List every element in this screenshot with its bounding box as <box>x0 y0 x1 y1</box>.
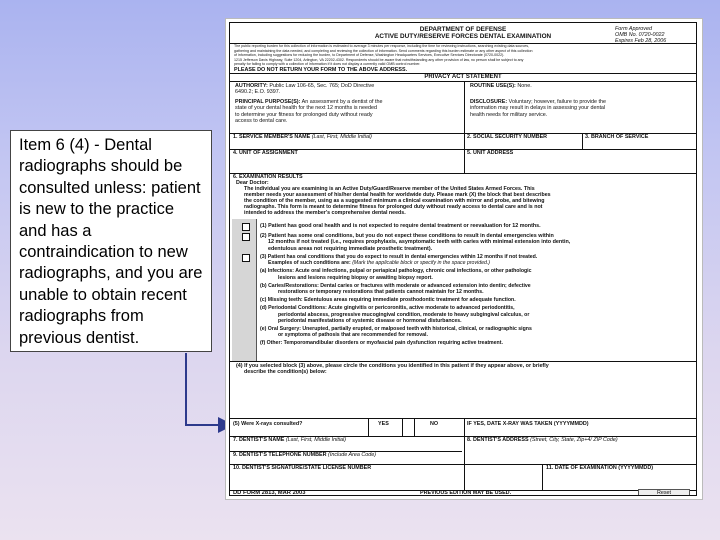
option-2-checkbox[interactable] <box>242 233 250 241</box>
dear-doctor: Dear Doctor: <box>236 180 269 186</box>
purpose-block: PRINCIPAL PURPOSE(S): An assessment by a dentist of the state of your dental health for the next 12 months is needed to determine your fitness for prolonged duty without ready access to dental care. <box>235 99 383 125</box>
option-1-text: (1) Patient has good oral health and is not expected to require dental treatment or reevaluation for 12 months. <box>260 223 541 229</box>
field-dentist-name[interactable]: 7. DENTIST'S NAME (Last, First, Middle Initial) <box>233 437 347 443</box>
cond-periodontal[interactable]: (d) Periodontal Conditions: Acute gingivitis or pericoronitis, active moderate to advanced periodontitis, <box>260 305 515 312</box>
do-not-return: PLEASE DO NOT RETURN YOUR FORM TO THE ABOVE ADDRESS. <box>234 67 408 73</box>
field-branch[interactable]: 3. BRANCH OF SERVICE <box>585 134 649 140</box>
reset-button[interactable]: Reset <box>638 489 690 496</box>
cond-missing-teeth[interactable]: (c) Missing teeth: Edentulous areas requiring immediate prosthodontic treatment for adequate function. <box>260 297 516 304</box>
field-unit-assignment[interactable]: 4. UNIT OF ASSIGNMENT <box>233 150 298 156</box>
form-dept: DEPARTMENT OF DEFENSE <box>419 26 507 33</box>
privacy-title: PRIVACY ACT STATEMENT <box>424 74 502 80</box>
cond-other[interactable]: (f) Other: Temporomandibular disorders or myofascial pain dysfunction requiring active treatment. <box>260 340 503 347</box>
form-title: ACTIVE DUTY/RESERVE FORCES DENTAL EXAMINATION <box>374 33 552 40</box>
field-ssn[interactable]: 2. SOCIAL SECURITY NUMBER <box>467 134 548 140</box>
field-dentist-signature[interactable]: 10. DENTIST'S SIGNATURE/STATE LICENSE NUMBER <box>233 465 372 471</box>
callout-text: Item 6 (4) - Dental radiographs should be consulted unless: patient is new to the practice and has a contraindication to new radiographs, and you are unable to obtain recent radiographs from previous dentist. <box>19 136 203 347</box>
dental-exam-form <box>229 22 697 496</box>
field-exam-date[interactable]: 11. DATE OF EXAMINATION (YYYYMMDD) <box>546 465 654 471</box>
xray-no[interactable]: NO <box>430 421 439 427</box>
field-unit-address[interactable]: 5. UNIT ADDRESS <box>467 150 514 156</box>
option-2-text: (2) Patient has some oral conditions, but you do not expect these conditions to result in dental emergencies within 12 months if not treated (i.e., requires prophylaxis, asymptomatic teeth with caries with minimal extension into dentin, edentulous areas not requiring immediate prosthetic treatment). <box>260 233 571 252</box>
option-3-text: (3) Patient has oral conditions that you do expect to result in dental emergencies within 12 months if not treated. Examples of such conditions are: (Mark the applicable block or specify in the space provided.) (a) Infections: Acute oral infections, pulpal or periapical pathology, chronic oral infections, or other pathologic lesions and lesions requiring biopsy or awaiting biopsy report. (b) Caries/Restorations: Dental caries or fractures with moderate or advanced extension into dentin; defective restorations or temporary restorations that patients cannot maintain for 12 months. (c) Missing teeth: Edentulous areas requiring immediate prosthodontic treatment for adequate function. (d) Periodontal Conditions: Acute gingivitis or pericoronitis, active moderate to advanced periodontitis, periodontal abscess, progressive mucogingival condition, moderate to heavy subgingival calculus, or periodontal manifestations of systemic disease or hormonal disturbances. (e) Oral Surgery: Unerupted, partially erupted, or malposed teeth with historical, clinical, or radiographic signs or symptoms of pathosis that are recommended for removal. (f) Other: Temporomandibular disorders or myofascial pain dysfunction requiring active treatment. <box>260 254 538 347</box>
disclosure-block: DISCLOSURE: Voluntary; however, failure to provide the information may result in delays in assessing your dental health needs for military service. <box>470 99 607 118</box>
xray-date-field[interactable]: IF YES, DATE X-RAY WAS TAKEN (YYYYMMDD) <box>467 421 589 427</box>
exam-results-label: 6. EXAMINATION RESULTS <box>233 174 303 180</box>
xray-question: (5) Were X-rays consulted? <box>233 421 303 427</box>
callout-box <box>10 130 212 352</box>
option-4-text: (4) If you selected block (3) above, please circle the conditions you identified in this patient if they appear above, or briefly describe the condition(s) below: <box>236 363 549 376</box>
footer-form-number: DD FORM 2813, MAR 2003 <box>233 490 306 496</box>
option-4-description-area[interactable] <box>236 379 692 413</box>
burden-statement: The public reporting burden for this collection of information is estimated to average 3 minutes per response, including the time for reviewing instructions, searching existing data sources, gathering and maintaining the data needed, and completing and reviewing the collection of information. Send comments regarding this burden estimate or any other aspect of this collection of information, including suggestions for reducing the burden, to Department of Defense, Washington Headquarters Services, Executive Services Directorate (0720-0022). 1215 Jefferson Davis Highway, Suite 1204, Arlington, VA 22202-4302. Respondents should be aware that notwithstanding any other provision of law, no person shall be subject to any penalty for failing to comply with a collection of information if it does not display a currently valid OMB control number. <box>234 44 533 66</box>
authority-block: AUTHORITY: Public Law 106-65, Sec. 765; DoD Directive 6490.2; E.O. 9397. <box>235 83 375 96</box>
field-service-member-name[interactable]: 1. SERVICE MEMBER'S NAME (Last, First, Middle Initial) <box>233 134 372 140</box>
field-dentist-phone[interactable]: 9. DENTIST'S TELEPHONE NUMBER (Include Area Code) <box>233 452 377 458</box>
cond-infections[interactable]: (a) Infections: Acute oral infections, pulpal or periapical pathology, chronic oral infections, or other pathologic <box>260 268 532 275</box>
cond-caries[interactable]: (b) Caries/Restorations: Dental caries or fractures with moderate or advanced extension into dentin; defective <box>260 282 531 289</box>
exam-intro: The individual you are examining is an Active Duty/Guard/Reserve member of the United States Armed Forces. This member needs your assessment of his/her dental health for worldwide duty. Please mark (X) the block that best describes the condition of the member, using as a suggested minimum a clinical examination with mirror and probe, and bitewing radiographs. This form is meant to determine fitness for prolonged duty without ready access to dental care and is not intended to address the member's comprehensive dental needs. <box>244 186 551 216</box>
form-approval: Form Approved OMB No. 0720-0022 Expires Feb 28, 2006 <box>615 26 667 44</box>
option-1-checkbox[interactable] <box>242 223 250 231</box>
cond-oral-surgery[interactable]: (e) Oral Surgery: Unerupted, partially erupted, or malposed teeth with historical, clinical, or radiographic signs <box>260 326 532 333</box>
field-dentist-address[interactable]: 8. DENTIST'S ADDRESS (Street, City, State, Zip+4/ ZIP Code) <box>467 437 618 443</box>
routine-block: ROUTINE USE(S): None. <box>470 83 532 89</box>
option-3-checkbox[interactable] <box>242 254 250 262</box>
xray-yes[interactable]: YES <box>378 421 389 427</box>
footer-edition: PREVIOUS EDITION MAY BE USED. <box>420 490 512 496</box>
